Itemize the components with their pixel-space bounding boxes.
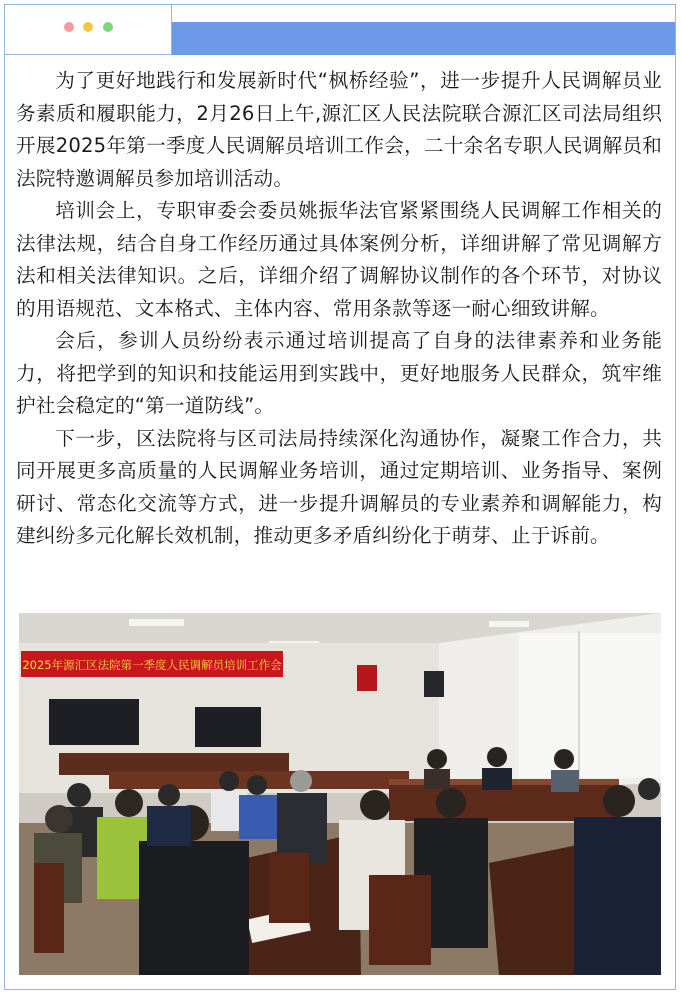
green-dot-icon <box>103 22 113 32</box>
red-dot-icon <box>64 22 74 32</box>
meeting-scene-illustration <box>19 613 661 975</box>
meeting-photo <box>19 613 661 975</box>
header-tab <box>5 5 172 55</box>
paragraph-2: 培训会上，专职审委会委员姚振华法官紧紧围绕人民调解工作相关的法律法规，结合自身工作经历通过具体案例分析，详细讲解了常见调解方法和相关法律知识。之后，详细介绍了调解协议制作的各个环节，对协议的用语规范、文本格式、主体内容、常用条款等逐一耐心细致讲解。 <box>16 199 662 320</box>
paragraph-3: 会后，参训人员纷纷表示通过培训提高了自身的法律素养和业务能力，将把学到的知识和技能运用到实践中，更好地服务人民群众，筑牢维护社会稳定的“第一道防线”。 <box>16 329 662 417</box>
paragraph-4: 下一步，区法院将与区司法局持续深化沟通协作，凝聚工作合力，共同开展更多高质量的人民调解业务培训，通过定期培训、业务指导、案例研讨、常态化交流等方式，进一步提升调解员的专业素养和调解能力，构建纠纷多元化解长效机制，推动更多矛盾纠纷化于萌芽、止于诉前。 <box>16 426 662 547</box>
card-header <box>5 5 675 55</box>
photo-banner <box>21 651 283 677</box>
article-body <box>16 65 662 553</box>
yellow-dot-icon <box>83 22 93 32</box>
paragraph-1: 为了更好地践行和发展新时代“枫桥经验”，进一步提升人民调解员业务素质和履职能力，2月26日上午,源汇区人民法院联合源汇区司法局组织开展2025年第一季度人民调解员培训工作会，二十余名专职人民调解员和法院特邀调解员参加培训活动。 <box>16 69 662 190</box>
photo-banner-text: 2025年源汇区法院第一季度人民调解员培训工作会 <box>22 658 282 672</box>
header-blue-bar <box>172 22 675 55</box>
